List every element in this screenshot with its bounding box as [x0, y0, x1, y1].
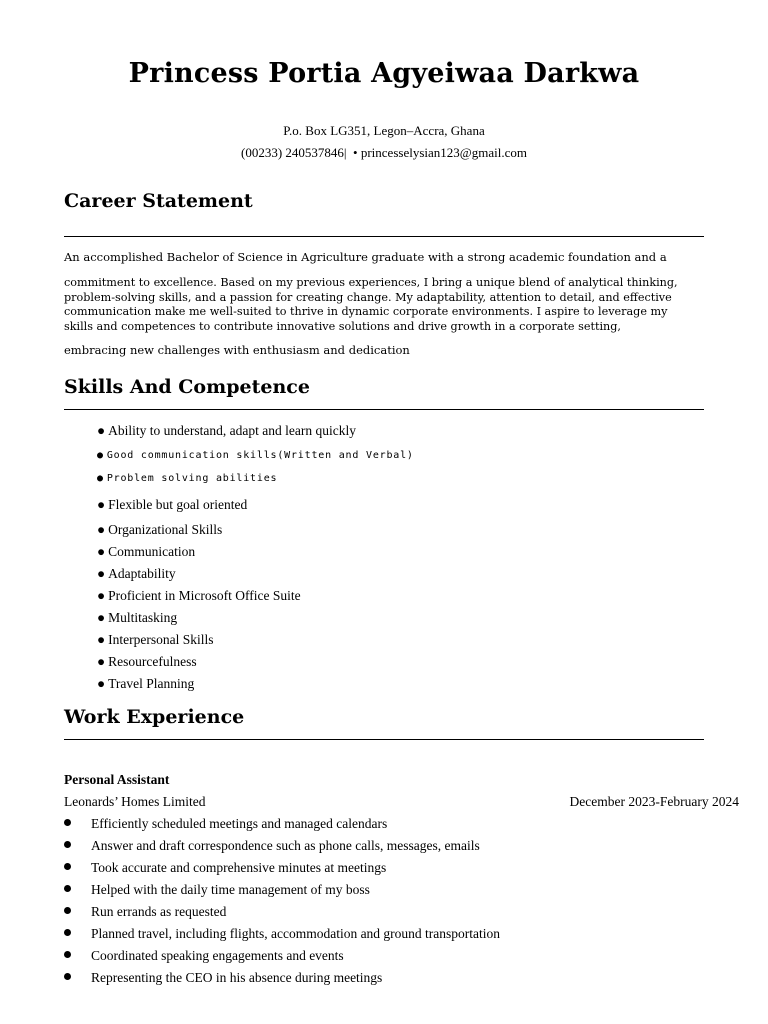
skill-item: ● Resourcefulness — [97, 654, 197, 669]
bullet-icon: ● — [97, 544, 106, 559]
job-title: Personal Assistant — [64, 772, 170, 787]
work-experience-heading: Work Experience — [64, 706, 245, 728]
bullet-icon: ● — [97, 588, 106, 603]
contact-line — [0, 145, 768, 161]
bullet-icon — [64, 907, 71, 914]
bullet-icon — [64, 951, 71, 958]
bullet-icon — [64, 885, 71, 892]
candidate-name: Princess Portia Agyeiwaa Darkwa — [128, 58, 640, 89]
bullet-icon — [64, 973, 71, 980]
skill-item: ● Proficient in Microsoft Office Suite — [97, 588, 301, 603]
duty-item: Representing the CEO in his absence during meetings — [64, 970, 382, 986]
skill-item: ● Adaptability — [97, 566, 176, 581]
skill-item: ● Interpersonal Skills — [97, 632, 214, 647]
skill-item: ● Organizational Skills — [97, 522, 223, 537]
duty-item: Took accurate and comprehensive minutes at meetings — [64, 860, 386, 876]
career-paragraph-line: embracing new challenges with enthusiasm and dedication — [64, 343, 410, 357]
bullet-icon — [64, 819, 71, 826]
bullet-icon: ● — [97, 566, 106, 581]
skill-item: ● Ability to understand, adapt and learn quickly — [97, 423, 356, 438]
bullet-icon: ● — [97, 676, 106, 691]
address-line: P.o. Box LG351, Legon–Accra, Ghana — [283, 123, 485, 138]
employment-dates: December 2023-February 2024 — [569, 794, 739, 809]
bullet-icon: ● — [97, 473, 104, 484]
career-divider — [64, 236, 704, 237]
bullet-icon — [64, 929, 71, 936]
skill-item: ● Problem solving abilities — [97, 473, 278, 484]
duty-item: Run errands as requested — [64, 904, 226, 920]
duty-item: Efficiently scheduled meetings and managed calendars — [64, 816, 387, 832]
bullet-icon: ● — [97, 654, 106, 669]
career-paragraph-line: communication make me well-suited to thrive in dynamic corporate environments. I aspire to leverage my — [64, 305, 668, 318]
email-address: princesselysian123@gmail.com — [360, 145, 527, 160]
bullet-icon: ● — [97, 497, 106, 512]
bullet-icon: ● — [97, 522, 106, 537]
skills-heading: Skills And Competence — [64, 376, 310, 398]
bullet-icon: ● — [97, 610, 106, 625]
duty-item: Planned travel, including flights, accommodation and ground transportation — [64, 926, 500, 942]
work-divider — [64, 739, 704, 740]
bullet-icon: ● — [97, 632, 106, 647]
career-statement-heading: Career Statement — [64, 190, 253, 212]
duty-item: Answer and draft correspondence such as phone calls, messages, emails — [64, 838, 480, 854]
career-paragraph-line: commitment to excellence. Based on my previous experiences, I bring a unique blend of analytical thinking, — [64, 276, 678, 289]
career-paragraph-line: An accomplished Bachelor of Science in Agriculture graduate with a strong academic foundation and a — [64, 250, 667, 264]
skill-item: ● Travel Planning — [97, 676, 195, 691]
skill-item: ● Flexible but goal oriented — [97, 497, 248, 512]
career-paragraph-block — [64, 276, 678, 334]
company-name: Leonards’ Homes Limited — [64, 794, 206, 809]
email-separator: • — [353, 145, 358, 160]
bullet-icon: ● — [97, 423, 106, 438]
duty-item: Coordinated speaking engagements and events — [64, 948, 344, 964]
skill-item: ● Communication — [97, 544, 196, 559]
career-paragraph-line: skills and competences to contribute innovative solutions and drive growth in a corporate setting, — [64, 319, 621, 333]
duty-item: Helped with the daily time management of my boss — [64, 882, 370, 898]
skill-item: ● Good communication skills(Written and Verbal) — [97, 450, 414, 461]
skill-item: ● Multitasking — [97, 610, 178, 625]
bullet-icon: ● — [97, 450, 104, 461]
bullet-icon — [64, 841, 71, 848]
bullet-icon — [64, 863, 71, 870]
career-paragraph-line: problem-solving skills, and a passion for creating change. My adaptability, attention to detail, and effective — [64, 290, 672, 304]
phone-number: (00233) 240537846| — [241, 145, 347, 160]
skills-divider — [64, 409, 704, 410]
